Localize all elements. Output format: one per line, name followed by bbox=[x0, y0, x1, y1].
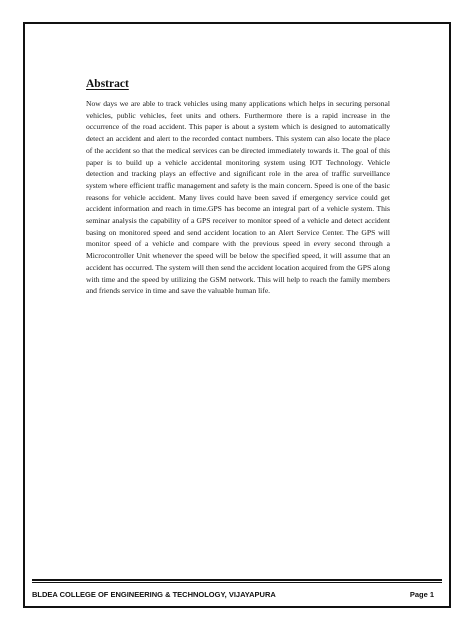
document-content bbox=[86, 78, 390, 297]
footer-page-number: Page 1 bbox=[409, 590, 434, 599]
footer-divider-thin bbox=[32, 582, 442, 583]
abstract-heading: Abstract bbox=[86, 78, 129, 90]
footer-institution: BLDEA COLLEGE OF ENGINEERING & TECHNOLOGY, VIJAYAPURA bbox=[32, 590, 276, 599]
abstract-body: Now days we are able to track vehicles using many applications which helps in securing personal vehicles, public vehicles, feet units and others. Furthermore there is a rapid increase in the occurrence of the road accident. This paper is about a system which is designed to automatically detect an accident and alert to the recorded contact numbers. This system can also locate the place of the accident so that the medical services can be directed immediately towards it. The goal of this paper is to build up a vehicle accidental monitoring system using IOT Technology. Vehicle detection and tracking plays an effective and significant role in the area of traffic surveillance system where efficient traffic management and safety is the main concern. Speed is one of the basic reasons for vehicle accident. Many lives could have been saved if emergency service could get accident information and reach in time.GPS has become an integral part of a vehicle system. This seminar analysis the capability of a GPS receiver to monitor speed of a vehicle and detect accident basing on monitored speed and send accident location to an Alert Service Center. The GPS will monitor speed of a vehicle and compare with the previous speed in every second through a Microcontroller Unit whenever the speed will be below the specified speed, it will assume that an accident has occurred. The system will then send the accident location acquired from the GPS along with time and the speed by utilizing the GSM network. This will help to reach the family members and friends service in time and save the valuable human life. bbox=[86, 99, 390, 296]
footer-divider-thick bbox=[32, 579, 442, 581]
